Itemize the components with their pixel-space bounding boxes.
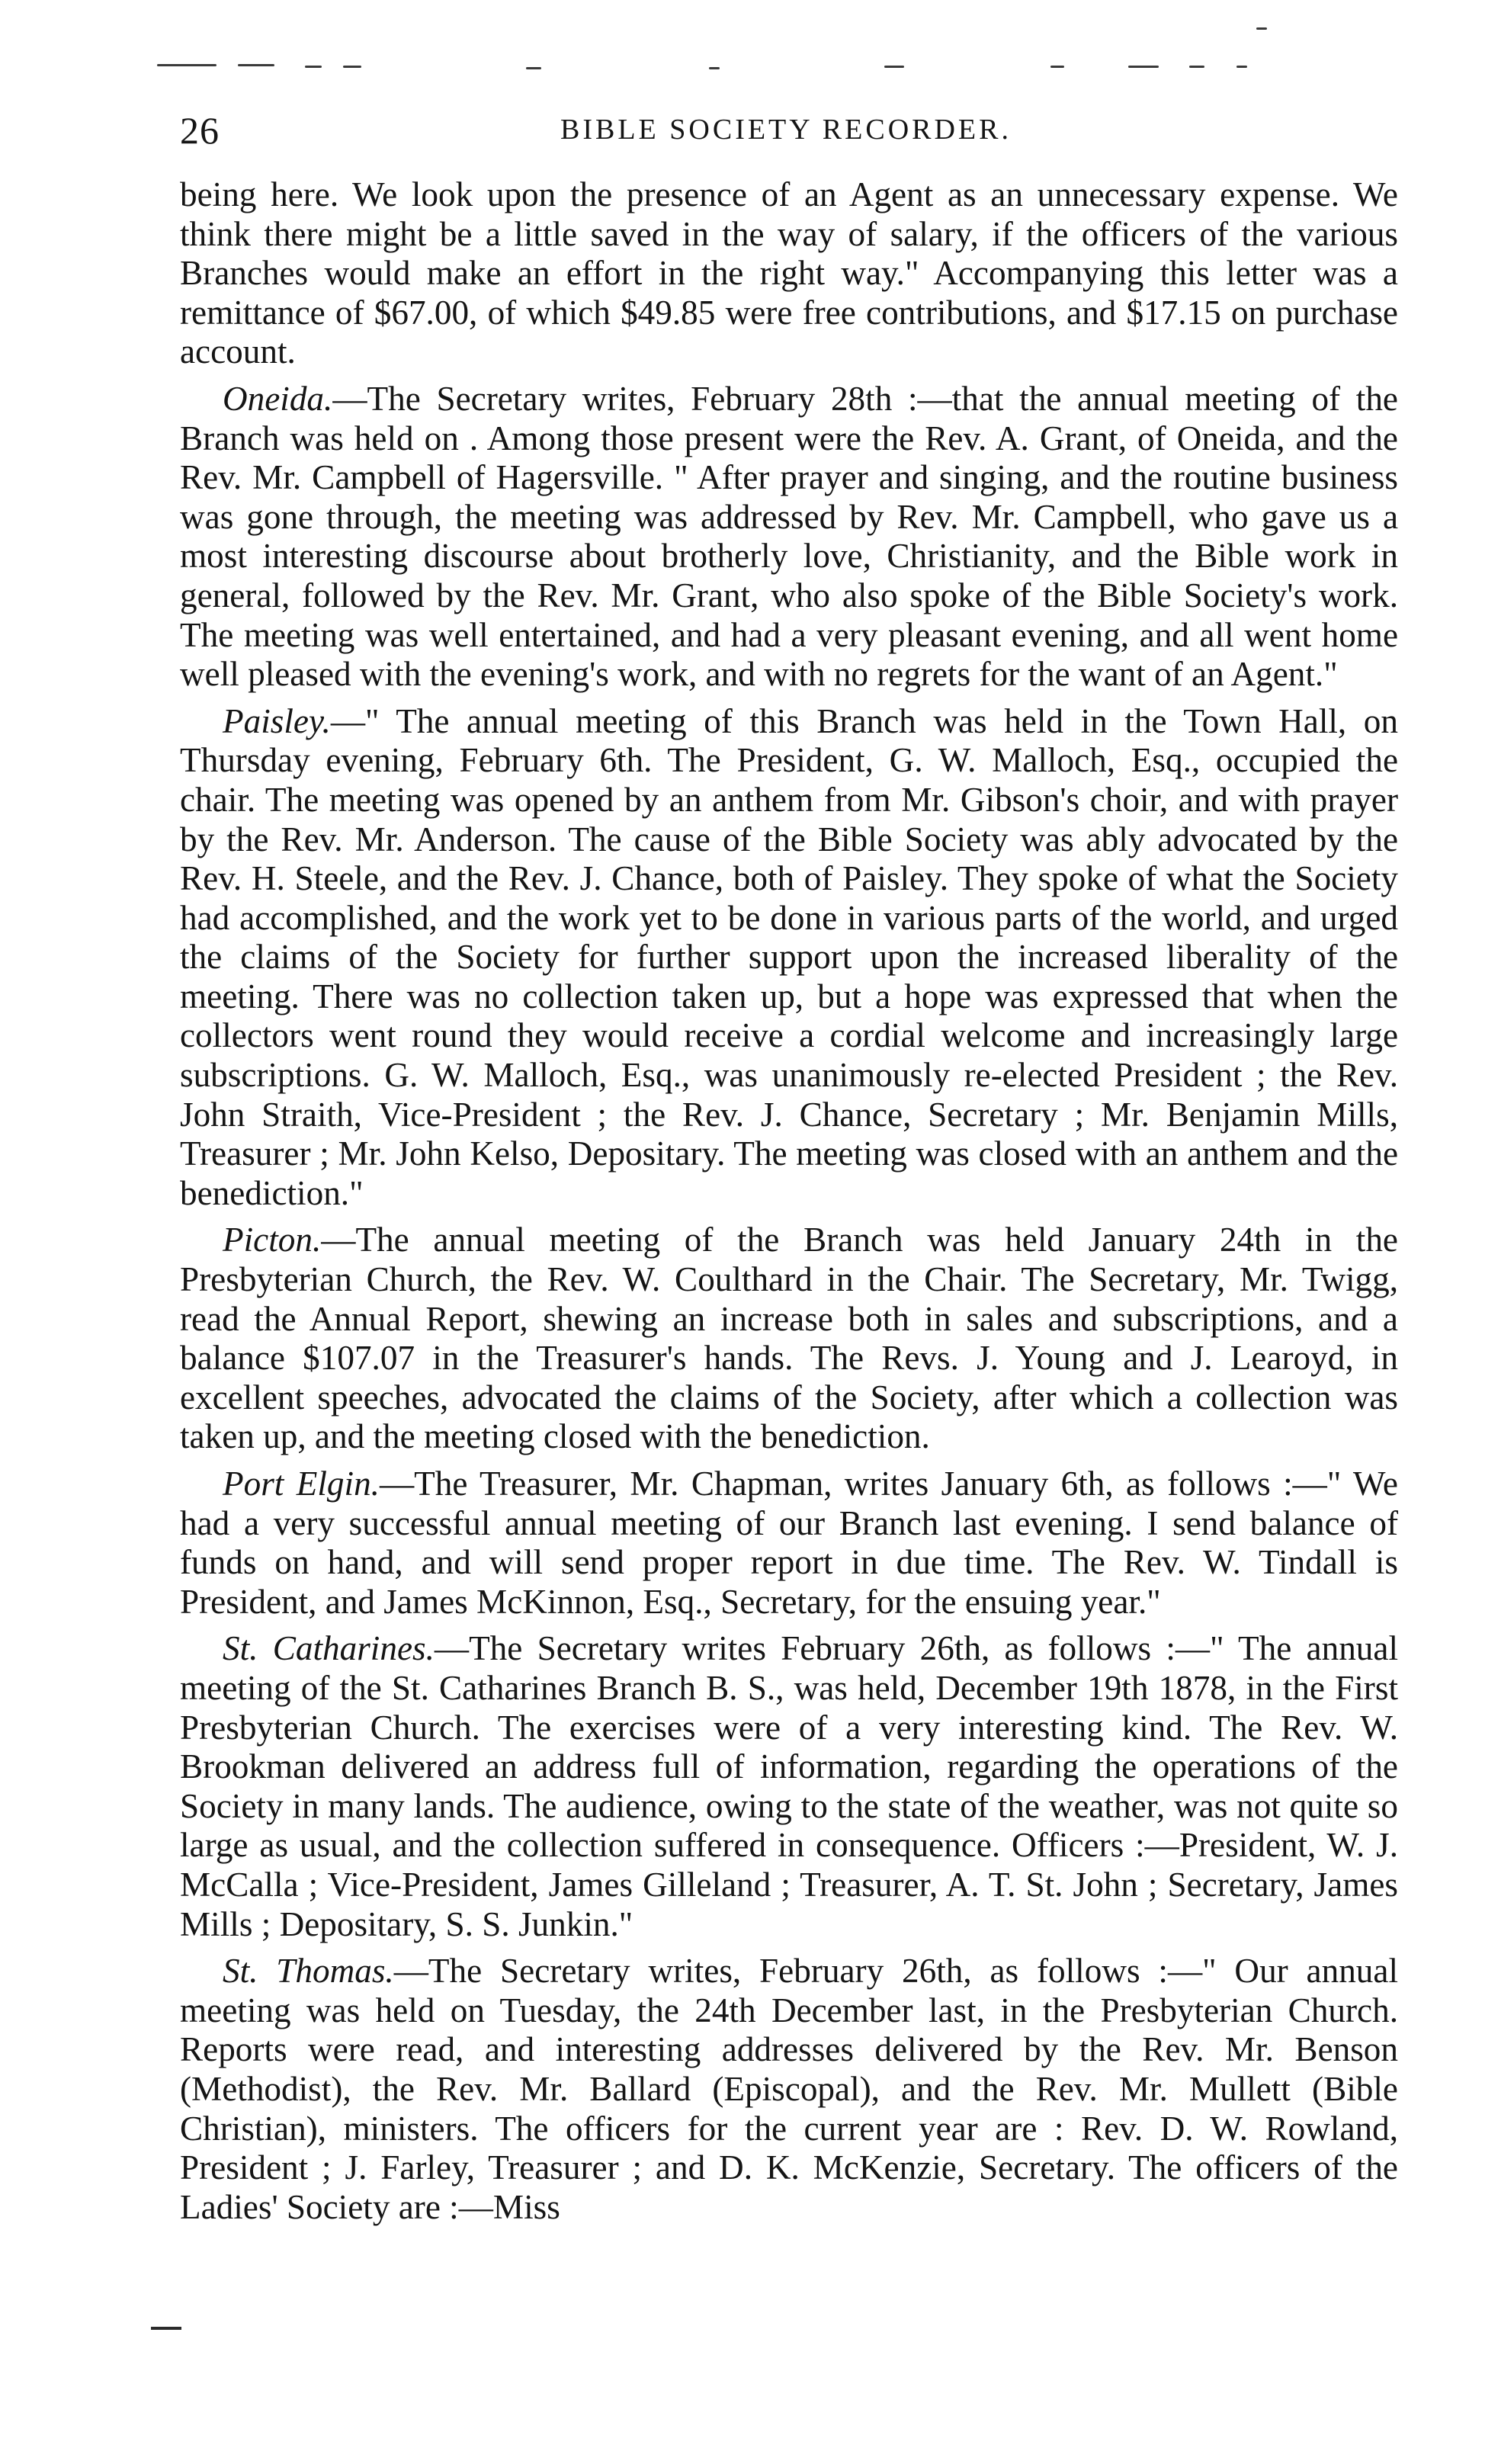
- paragraph-st-thomas: [180, 1952, 1398, 2227]
- place-name: Oneida.: [223, 379, 333, 418]
- place-name: St. Catharines.: [223, 1629, 435, 1668]
- paragraph-text: —The Secretary writes, February 26th, as follows :—" Our annual meeting was held on Tuesday, the 24th December last, in the Presbyterian Church. Reports were read, and interesting addresses delivered by the Rev. Mr. Benson (Methodist), the Rev. Mr. Ballard (Episcopal), and the Rev. Mr. Mullett (Bible Christian), ministers. The officers for the current year are : Rev. D. W. Rowland, President ; J. Farley, Treasurer ; and D. K. McKenzie, Secretary. The officers of the Ladies' Society are :—Miss: [180, 1952, 1399, 2226]
- scan-mark: [151, 2327, 181, 2330]
- paragraph-continuation: [180, 175, 1398, 372]
- scan-speck: [1128, 66, 1159, 68]
- scan-speck: [1050, 66, 1064, 68]
- scan-speck: [343, 66, 361, 68]
- paragraph-port-elgin: [180, 1465, 1398, 1622]
- scan-speck: [1256, 27, 1267, 30]
- page-header: [180, 105, 1392, 159]
- place-name: St. Thomas.: [223, 1952, 394, 1991]
- article-column: [180, 175, 1398, 2235]
- scan-speck: [884, 66, 904, 68]
- scan-speck: [157, 64, 216, 66]
- place-name: Paisley.: [223, 701, 331, 740]
- scan-speck: [709, 67, 720, 69]
- paragraph-picton: [180, 1221, 1398, 1457]
- running-title: BIBLE SOCIETY RECORDER.: [560, 114, 1012, 146]
- scan-speck: [1189, 66, 1204, 68]
- paragraph-text: —The Treasurer, Mr. Chapman, writes January 6th, as follows :—" We had a very successful annual meeting of our Branch last evening. I send balance of funds on hand, and will send proper report in due time. The Rev. W. Tindall is President, and James McKinnon, Esq., Secretary, for the ensuing year.": [180, 1465, 1398, 1621]
- scan-speck: [1236, 66, 1247, 68]
- paragraph-text: —The Secretary writes February 26th, as follows :—" The annual meeting of the St. Catharines Branch B. S., was held, December 19th 1878, in the First Presbyterian Church. The exercises were of a very interesting kind. The Rev. W. Brookman delivered an address full of information, regarding the operations of the Society in many lands. The audience, owing to the state of the weather, was not quite so large as usual, and the collection suffered in consequence. Officers :—President, W. J. McCalla ; Vice-President, James Gilleland ; Treasurer, A. T. St. John ; Secretary, James Mills ; Depositary, S. S. Junkin.": [180, 1629, 1398, 1943]
- page-number: 26: [180, 109, 220, 152]
- paragraph-text: —The annual meeting of the Branch was held January 24th in the Presbyterian Church, the Rev. W. Coulthard in the Chair. The Secretary, Mr. Twigg, read the Annual Report, shewing an increase both in sales and subscriptions, and a balance $107.07 in the Treasurer's hands. The Revs. J. Young and J. Learoyd, in excellent speeches, advocated the claims of the Society, after which a collection was taken up, and the meeting closed with the benediction.: [180, 1221, 1398, 1456]
- scan-speck: [305, 66, 322, 68]
- paragraph-paisley: [180, 702, 1398, 1214]
- scan-speck: [238, 64, 274, 66]
- place-name: Port Elgin.: [223, 1465, 380, 1503]
- paragraph-oneida: [180, 380, 1398, 695]
- paragraph-text: —The Secretary writes, February 28th :—that the annual meeting of the Branch was held on . Among those present were the Rev. A. Grant, of Oneida, and the Rev. Mr. Campbell of Hagersville. " After prayer and singing, and the routine business was gone through, the meeting was addressed by Rev. Mr. Campbell, who gave us a most interesting discourse about brotherly love, Christianity, and the Bible work in general, followed by the Rev. Mr. Grant, who also spoke of the Bible Society's work. The meeting was well entertained, and had a very pleasant evening, and all went home well pleased with the evening's work, and with no regrets for the want of an Agent.": [180, 379, 1398, 694]
- paragraph-text: being here. We look upon the presence of an Agent as an unnecessary expense. We think there might be a little saved in the way of salary, if the officers of the various Branches would make an effort in the right way." Accompanying this letter was a remittance of $67.00, of which $49.85 were free contributions, and $17.15 on purchase account.: [180, 175, 1398, 371]
- paragraph-text: —" The annual meeting of this Branch was held in the Town Hall, on Thursday evening, February 6th. The President, G. W. Malloch, Esq., occupied the chair. The meeting was opened by an anthem from Mr. Gibson's choir, and with prayer by the Rev. Mr. Anderson. The cause of the Bible Society was ably advocated by the Rev. H. Steele, and the Rev. J. Chance, both of Paisley. They spoke of what the Society had accomplished, and the work yet to be done in various parts of the world, and urged the claims of the Society for further support upon the increased liberality of the meeting. There was no collection taken up, but a hope was expressed that when the collectors went round they would receive a cordial welcome and increasingly large subscriptions. G. W. Malloch, Esq., was unanimously re-elected President ; the Rev. John Straith, Vice-President ; the Rev. J. Chance, Secretary ; Mr. Benjamin Mills, Treasurer ; Mr. John Kelso, Depositary. The meeting was closed with an anthem and the benediction.": [180, 701, 1398, 1212]
- scan-speck: [526, 67, 541, 69]
- paragraph-st-catharines: [180, 1629, 1398, 1944]
- place-name: Picton.: [223, 1221, 322, 1259]
